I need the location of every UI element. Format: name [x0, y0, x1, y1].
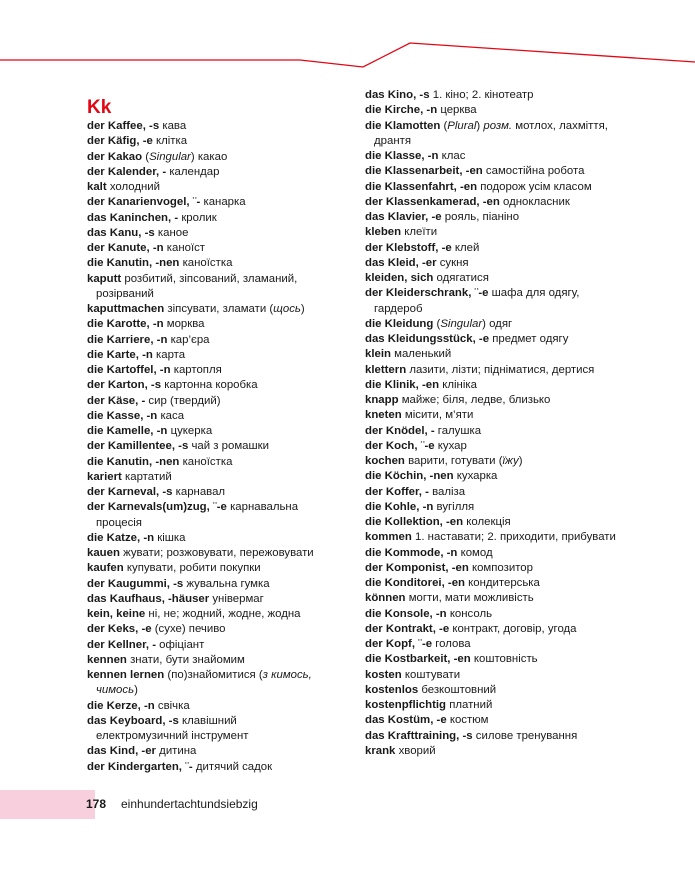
- entry-headword: kleben: [365, 226, 402, 239]
- entry-translation: сир (твердий): [148, 394, 221, 407]
- dictionary-entry: [87, 668, 332, 699]
- dictionary-entry: [365, 622, 625, 637]
- entry-translation: варити, готувати (: [408, 455, 503, 467]
- dictionary-entry: [365, 546, 625, 561]
- entry-headword: die Kollektion, -en: [365, 516, 464, 528]
- entry-translation-tail: мотлох, лахміття, дрантя: [374, 119, 608, 147]
- dictionary-entry: [365, 149, 625, 164]
- dictionary-entry: [365, 286, 625, 317]
- entry-translation: шафа для одягу, гардероб: [374, 287, 580, 315]
- entry-translation: коштовність: [473, 653, 538, 666]
- dictionary-entry: [87, 653, 332, 668]
- footer-band: [0, 790, 95, 819]
- entry-headword: der Kopf, ¨-e: [365, 638, 433, 650]
- entry-italic-note: щось: [273, 303, 301, 315]
- dictionary-entry: [365, 561, 625, 576]
- entry-translation: холодний: [109, 181, 160, 193]
- entry-headword: kostenlos: [365, 683, 419, 696]
- entry-headword: der Klassenkamerad, -en: [365, 195, 500, 208]
- entry-headword: die Kleidung: [365, 317, 434, 330]
- entry-italic-note: з кимось, чимось: [96, 669, 312, 697]
- entry-translation: знати, бути знайомим: [130, 653, 245, 666]
- entry-headword: das Kanu, -s: [87, 226, 155, 239]
- entry-headword: die Konditorei, -en: [365, 577, 465, 589]
- entry-italic-note: їжу: [502, 455, 519, 467]
- dictionary-entry: [365, 454, 625, 469]
- entry-headword: die Karotte, -n: [87, 318, 164, 331]
- entry-translation: подорож усім класом: [480, 180, 592, 193]
- entry-translation: кішка: [157, 531, 186, 544]
- dictionary-entry: [365, 180, 625, 195]
- dictionary-entry: [87, 424, 332, 439]
- dictionary-entry: [365, 530, 625, 545]
- dictionary-entry: [365, 210, 625, 225]
- dictionary-entry: [87, 394, 332, 409]
- entry-translation: клініка: [442, 378, 477, 391]
- entry-headword: der Kleiderschrank, ¨-e: [365, 287, 489, 300]
- entry-translation: коштувати: [404, 668, 461, 681]
- entry-headword: die Karte, -n: [87, 348, 153, 361]
- entry-translation: кухарка: [456, 470, 498, 483]
- entry-translation: сукня: [439, 256, 469, 269]
- entry-headword: das Kaninchen, -: [87, 211, 179, 224]
- dictionary-entry: [365, 485, 625, 500]
- dictionary-entry: [87, 226, 332, 241]
- entry-headword: kein, keine: [87, 608, 146, 620]
- entry-translation: майже; біля, ледве, близько: [401, 394, 551, 406]
- entry-translation: однокласник: [503, 195, 570, 208]
- dictionary-entry: [365, 713, 625, 728]
- dictionary-entry: [87, 500, 332, 531]
- dictionary-entry: [87, 470, 332, 485]
- entry-headword: klein: [365, 348, 391, 361]
- dictionary-entry: [87, 195, 332, 210]
- dictionary-entry: [87, 744, 332, 759]
- dictionary-entry: [365, 744, 625, 759]
- entry-translation: одяг: [489, 317, 513, 330]
- entry-translation: каноїст: [166, 242, 206, 254]
- dictionary-entry: [87, 302, 332, 317]
- entry-translation: цукерка: [170, 425, 213, 437]
- entry-translation: картопля: [173, 364, 222, 376]
- entry-translation: кондитерська: [468, 577, 540, 589]
- entry-translation: жувальна гумка: [186, 577, 270, 590]
- entry-translation: канарка: [203, 196, 246, 209]
- entry-headword: die Kerze, -n: [87, 699, 155, 712]
- entry-translation: зіпсувати, зламати (: [167, 303, 274, 315]
- entry-headword: die Kohle, -n: [365, 500, 434, 513]
- entry-headword: die Kirche, -n: [365, 104, 438, 117]
- entry-headword: der Kindergarten, ¨-: [87, 760, 193, 773]
- entry-translation: какао: [197, 150, 228, 163]
- dictionary-entry: [365, 225, 625, 240]
- entry-translation: 1. наставати; 2. приходити, прибувати: [415, 531, 616, 544]
- dictionary-entry: [87, 180, 332, 195]
- entry-headword: der Karton, -s: [87, 379, 162, 392]
- entry-headword: der Käfig, -e: [87, 135, 153, 148]
- entry-headword: der Kaugummi, -s: [87, 577, 184, 590]
- dictionary-entry: [365, 393, 625, 408]
- entry-headword: das Klavier, -e: [365, 211, 442, 223]
- entry-headword: kostenpflichtig: [365, 699, 447, 711]
- entry-translation: картонна коробка: [164, 379, 258, 392]
- entry-headword: die Klasse, -n: [365, 150, 439, 162]
- entry-translation: картатий: [125, 470, 172, 483]
- entry-translation: купувати, робити покупки: [126, 562, 261, 575]
- entry-headword: kennen lernen: [87, 669, 165, 681]
- dictionary-entry: [365, 195, 625, 210]
- letter-heading: Kk: [87, 97, 112, 118]
- entry-translation: платний: [449, 699, 493, 711]
- entry-italic-note: розм.: [483, 119, 513, 132]
- entry-headword: der Kontrakt, -e: [365, 622, 450, 635]
- entry-translation: клітка: [156, 135, 188, 148]
- dictionary-entry: [87, 211, 332, 226]
- entry-translation: каное: [157, 226, 189, 239]
- entry-headword: das Kleidungsstück, -e: [365, 333, 490, 345]
- left-entry-list: [87, 119, 332, 775]
- entry-translation: дитина: [159, 745, 197, 758]
- dictionary-entry: [365, 500, 625, 515]
- right-column: [365, 88, 625, 759]
- dictionary-entry: [87, 546, 332, 561]
- entry-translation: композитор: [471, 561, 533, 574]
- dictionary-entry: [87, 592, 332, 607]
- entry-headword: kalt: [87, 181, 107, 193]
- entry-headword: kaputtmachen: [87, 303, 165, 315]
- entry-headword: der Kaffee, -s: [87, 120, 160, 132]
- entry-headword: das Kaufhaus, -häuser: [87, 592, 210, 605]
- entry-translation: кухар: [437, 439, 467, 452]
- entry-translation: (сухе) печиво: [154, 623, 226, 636]
- entry-headword: der Käse, -: [87, 394, 146, 407]
- entry-translation: карнавал: [175, 486, 226, 498]
- dictionary-entry: [87, 622, 332, 637]
- entry-headword: der Kakao: [87, 150, 143, 163]
- dictionary-entry: [87, 333, 332, 348]
- page-number-word: einhundertachtundsiebzig: [121, 797, 258, 811]
- decorative-top-line: [0, 0, 695, 80]
- entry-headword: die Klinik, -en: [365, 378, 440, 391]
- entry-translation: голова: [435, 638, 471, 650]
- dictionary-entry: [87, 348, 332, 363]
- entry-translation: ні, не; жодний, жодне, жодна: [148, 608, 301, 620]
- dictionary-entry: [87, 638, 332, 653]
- entry-translation: самостійна робота: [485, 165, 585, 178]
- entry-headword: die Kasse, -n: [87, 409, 158, 422]
- dictionary-entry: [365, 408, 625, 423]
- entry-headword: die Katze, -n: [87, 531, 155, 544]
- right-entry-list: [365, 88, 625, 759]
- dictionary-entry: [365, 103, 625, 118]
- dictionary-entry: [365, 729, 625, 744]
- dictionary-entry: [87, 272, 332, 303]
- dictionary-entry: [365, 363, 625, 378]
- entry-headword: der Koffer, -: [365, 485, 429, 498]
- entry-headword: das Keyboard, -s: [87, 714, 179, 727]
- entry-translation: вугілля: [436, 500, 475, 513]
- dictionary-entry: [365, 668, 625, 683]
- dictionary-entry: [365, 256, 625, 271]
- page-number: 178: [86, 797, 107, 811]
- dictionary-entry: [87, 378, 332, 393]
- dictionary-entry: [87, 455, 332, 470]
- entry-translation: предмет одягу: [492, 333, 569, 345]
- dictionary-entry: [365, 683, 625, 698]
- entry-headword: die Karriere, -n: [87, 333, 168, 346]
- entry-translation: календар: [169, 165, 220, 178]
- entry-headword: die Kamelle, -n: [87, 425, 168, 437]
- entry-translation: комод: [460, 546, 493, 559]
- dictionary-entry: [87, 409, 332, 424]
- entry-translation: церква: [440, 104, 477, 117]
- entry-translation: контракт, договір, угода: [452, 622, 577, 635]
- entry-headword: der Kanute, -n: [87, 242, 164, 254]
- entry-translation: місити, м’яти: [404, 409, 474, 422]
- dictionary-entry: [87, 119, 332, 134]
- dictionary-entry: [87, 241, 332, 256]
- entry-translation: 1. кіно; 2. кінотеатр: [432, 89, 534, 101]
- dictionary-entry: [365, 378, 625, 393]
- entry-translation: чай з ромашки: [191, 440, 269, 453]
- entry-headword: die Kartoffel, -n: [87, 364, 171, 376]
- entry-translation: жувати; розжовувати, пережовувати: [123, 547, 314, 559]
- dictionary-entry: [87, 134, 332, 149]
- entry-translation: кролик: [181, 211, 217, 224]
- entry-translation: колекція: [466, 516, 511, 528]
- dictionary-entry: [365, 698, 625, 713]
- entry-translation: каноїстка: [182, 455, 233, 468]
- entry-translation: клей: [454, 241, 480, 254]
- entry-translation: могти, мати можливість: [408, 592, 534, 605]
- dictionary-entry: die Klamotten (Plural) розм. мотлох, лахміття, дрантя: [365, 119, 608, 147]
- dictionary-entry: [365, 439, 625, 454]
- entry-headword: kauen: [87, 547, 120, 559]
- entry-headword: kaputt: [87, 272, 122, 285]
- dictionary-entry: [87, 607, 332, 622]
- entry-headword: kariert: [87, 470, 122, 483]
- dictionary-entry: [87, 256, 332, 271]
- entry-translation: одягатися: [436, 272, 489, 284]
- entry-headword: krank: [365, 744, 396, 757]
- dictionary-entry: [365, 164, 625, 179]
- left-column: [87, 98, 332, 775]
- dictionary-entry: [87, 165, 332, 180]
- entry-headword: das Kostüm, -e: [365, 714, 447, 727]
- entry-headword: der Kellner, -: [87, 638, 156, 651]
- dictionary-entry: [365, 424, 625, 439]
- entry-translation-tail: ): [518, 455, 523, 467]
- entry-translation: костюм: [449, 714, 489, 727]
- entry-translation: морква: [166, 318, 205, 331]
- entry-headword: die Klassenarbeit, -en: [365, 165, 483, 178]
- entry-translation: каса: [160, 409, 185, 422]
- dictionary-entry: der Kakao (Singular) какао: [87, 150, 228, 163]
- entry-headword: knapp: [365, 394, 399, 406]
- entry-headword: der Kalender, -: [87, 165, 167, 178]
- entry-translation: (по)знайомитися (: [167, 669, 263, 681]
- entry-translation: валіза: [432, 485, 466, 498]
- dictionary-entry: [365, 637, 625, 652]
- entry-headword: der Karneval, -s: [87, 486, 173, 498]
- dictionary-entry: [365, 576, 625, 591]
- entry-headword: der Karnevals(um)zug, ¨-e: [87, 501, 227, 514]
- entry-translation: кар’єра: [170, 333, 210, 346]
- entry-headword: die Klamotten: [365, 119, 441, 132]
- dictionary-entry: [365, 591, 625, 606]
- entry-headword: die Klassenfahrt, -en: [365, 180, 478, 193]
- entry-translation: карта: [156, 348, 186, 361]
- entry-headword: das Krafttraining, -s: [365, 729, 473, 742]
- entry-translation: лазити, лізти; підніматися, дертися: [409, 363, 595, 376]
- dictionary-entry: [87, 439, 332, 454]
- entry-translation: каноїстка: [182, 257, 233, 270]
- entry-headword: kochen: [365, 455, 405, 467]
- dictionary-entry: [365, 88, 625, 103]
- dictionary-entry: [365, 652, 625, 667]
- entry-headword: das Kleid, -er: [365, 256, 437, 269]
- entry-headword: die Konsole, -n: [365, 607, 447, 620]
- dictionary-entry: [365, 271, 625, 286]
- dictionary-entry: die Kleidung (Singular) одяг: [365, 317, 513, 330]
- entry-headword: der Keks, -e: [87, 623, 152, 636]
- entry-translation: клеїти: [404, 226, 438, 239]
- entry-grammar-note: Singular: [440, 317, 483, 330]
- entry-translation-tail: ): [134, 684, 138, 697]
- entry-headword: die Kanutin, -nen: [87, 455, 180, 468]
- dictionary-entry: [365, 332, 625, 347]
- entry-headword: kaufen: [87, 562, 124, 575]
- entry-translation: консоль: [449, 607, 493, 620]
- entry-headword: der Kamillentee, -s: [87, 440, 189, 453]
- entry-translation: розбитий, зіпсований, зламаний, розірваний: [96, 272, 298, 300]
- dictionary-entry: [365, 347, 625, 362]
- entry-headword: kosten: [365, 668, 402, 681]
- entry-headword: das Kino, -s: [365, 89, 430, 101]
- entry-headword: kneten: [365, 409, 402, 422]
- entry-translation: дитячий садок: [195, 760, 273, 773]
- entry-translation-tail: ): [300, 303, 305, 315]
- entry-headword: das Kind, -er: [87, 745, 156, 758]
- dictionary-entry: [365, 607, 625, 622]
- entry-headword: der Komponist, -en: [365, 561, 469, 574]
- dictionary-entry: [365, 469, 625, 484]
- dictionary-entry: [87, 699, 332, 714]
- entry-translation: рояль, піаніно: [444, 211, 520, 223]
- entry-translation: клавішний електромузичний інструмент: [96, 714, 249, 742]
- entry-headword: kommen: [365, 531, 412, 544]
- entry-headword: der Knödel, -: [365, 424, 435, 437]
- entry-grammar-note: Plural: [447, 119, 477, 132]
- entry-translation: універмаг: [212, 592, 264, 605]
- entry-grammar-note: Singular: [149, 150, 191, 163]
- entry-headword: der Koch, ¨-e: [365, 439, 435, 452]
- dictionary-entry: [365, 515, 625, 530]
- dictionary-entry: [87, 485, 332, 500]
- entry-translation: силове тренування: [475, 729, 578, 742]
- entry-translation: кава: [162, 120, 187, 132]
- dictionary-entry: [87, 760, 332, 775]
- dictionary-entry: [87, 577, 332, 592]
- dictionary-entry: [365, 241, 625, 256]
- dictionary-entry: [87, 561, 332, 576]
- entry-translation: маленький: [394, 348, 452, 361]
- dictionary-entry: [87, 531, 332, 546]
- entry-headword: die Kanutin, -nen: [87, 257, 180, 270]
- entry-headword: kennen: [87, 653, 127, 666]
- entry-translation: хворий: [398, 744, 436, 757]
- entry-headword: die Kostbarkeit, -en: [365, 653, 471, 666]
- entry-translation: свічка: [157, 699, 190, 712]
- entry-headword: der Klebstoff, -e: [365, 241, 452, 254]
- entry-translation: галушка: [437, 424, 482, 437]
- dictionary-entry: [87, 317, 332, 332]
- entry-headword: kleiden, sich: [365, 272, 434, 284]
- dictionary-entry: [87, 714, 332, 745]
- entry-headword: die Köchin, -nen: [365, 470, 454, 483]
- dictionary-entry: [87, 363, 332, 378]
- entry-translation: безкоштовний: [421, 683, 497, 696]
- entry-translation: офіціант: [159, 638, 205, 651]
- entry-translation: клас: [441, 150, 466, 162]
- entry-headword: können: [365, 592, 406, 605]
- entry-headword: klettern: [365, 363, 407, 376]
- entry-headword: die Kommode, -n: [365, 546, 458, 559]
- entry-headword: der Kanarienvogel, ¨-: [87, 196, 201, 209]
- entry-translation: карнавальна процесія: [96, 501, 299, 529]
